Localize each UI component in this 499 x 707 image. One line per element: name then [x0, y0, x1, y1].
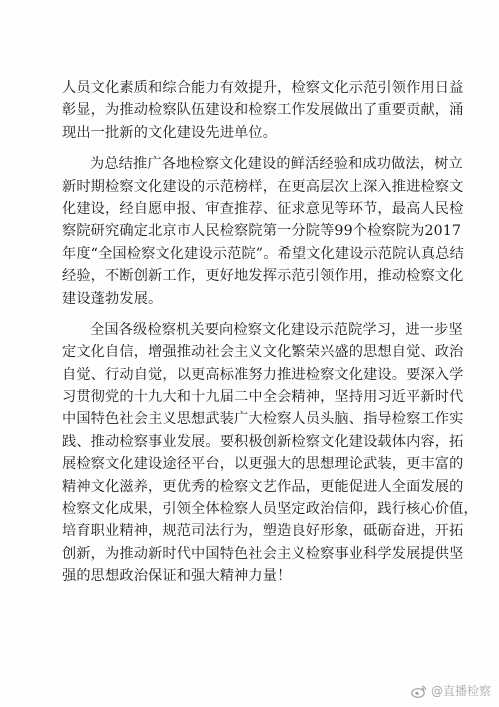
text-line: 察院研究确定北京市人民检察院第一分院等99个检察院为2017 — [62, 223, 462, 240]
text-line: 化建设，经自愿申报、审查推荐、征求意见等环节，最高人民检 — [62, 200, 464, 217]
text-line: 检察文化成果，引领全体检察人员坚定政治信仰，践行核心价值， — [62, 501, 478, 518]
text-line: 培育职业精神，规范司法行为，塑造良好形象，砥砺奋进，开拓 — [62, 523, 464, 540]
paragraph-2 — [62, 153, 464, 310]
text-line: 人员文化素质和综合能力有效提升，检察文化示范引领作用日益 — [62, 80, 464, 96]
document-body — [62, 77, 478, 597]
text-line: 践、推动检察事业发展。要积极创新检察文化建设载体内容，拓 — [62, 433, 464, 450]
text-line: 新时期检察文化建设的示范榜样，在更高层次上深入推进检察文 — [62, 178, 464, 195]
text-line: 建设蓬勃发展。 — [62, 290, 163, 307]
weibo-icon — [411, 684, 427, 698]
text-line: 年度“全国检察文化建设示范院”。希望文化建设示范院认真总结 — [62, 245, 464, 262]
text-line: 现出一批新的文化建设先进单位。 — [62, 124, 278, 141]
text-line: 精神文化滋养，更优秀的检察文艺作品，更能促进人全面发展的 — [62, 478, 464, 495]
text-line: 习贯彻党的十九大和十九届二中全会精神，坚持用习近平新时代 — [62, 389, 464, 406]
text-line: 自觉、行动自觉，以更高标准努力推进检察文化建设。要深入学 — [62, 366, 464, 383]
text-line: 经验，不断创新工作，更好地发挥示范引领作用，推动检察文化 — [62, 268, 464, 285]
paragraph-3 — [62, 319, 478, 588]
text-line: 强的思想政治保证和强大精神力量！ — [62, 568, 292, 585]
text-line: 为总结推广各地检察文化建设的鲜活经验和成功做法，树立 — [90, 156, 463, 173]
text-line: 定文化自信，增强推动社会主义文化繁荣兴盛的思想自觉、政治 — [62, 344, 464, 361]
paragraph-1 — [62, 77, 464, 144]
watermark-text: @直播检察 — [430, 684, 491, 698]
text-line: 彰显，为推动检察队伍建设和检察工作发展做出了重要贡献，涌 — [62, 102, 464, 119]
text-line: 中国特色社会主义思想武装广大检察人员头脑、指导检察工作实 — [62, 411, 464, 428]
text-line: 全国各级检察机关要向检察文化建设示范院学习，进一步坚 — [90, 321, 463, 338]
text-line: 创新，为推动新时代中国特色社会主义检察事业科学发展提供坚 — [62, 545, 464, 562]
watermark — [411, 682, 491, 699]
text-line: 展检察文化建设途径平台，以更强大的思想理论武装，更丰富的 — [62, 456, 464, 473]
